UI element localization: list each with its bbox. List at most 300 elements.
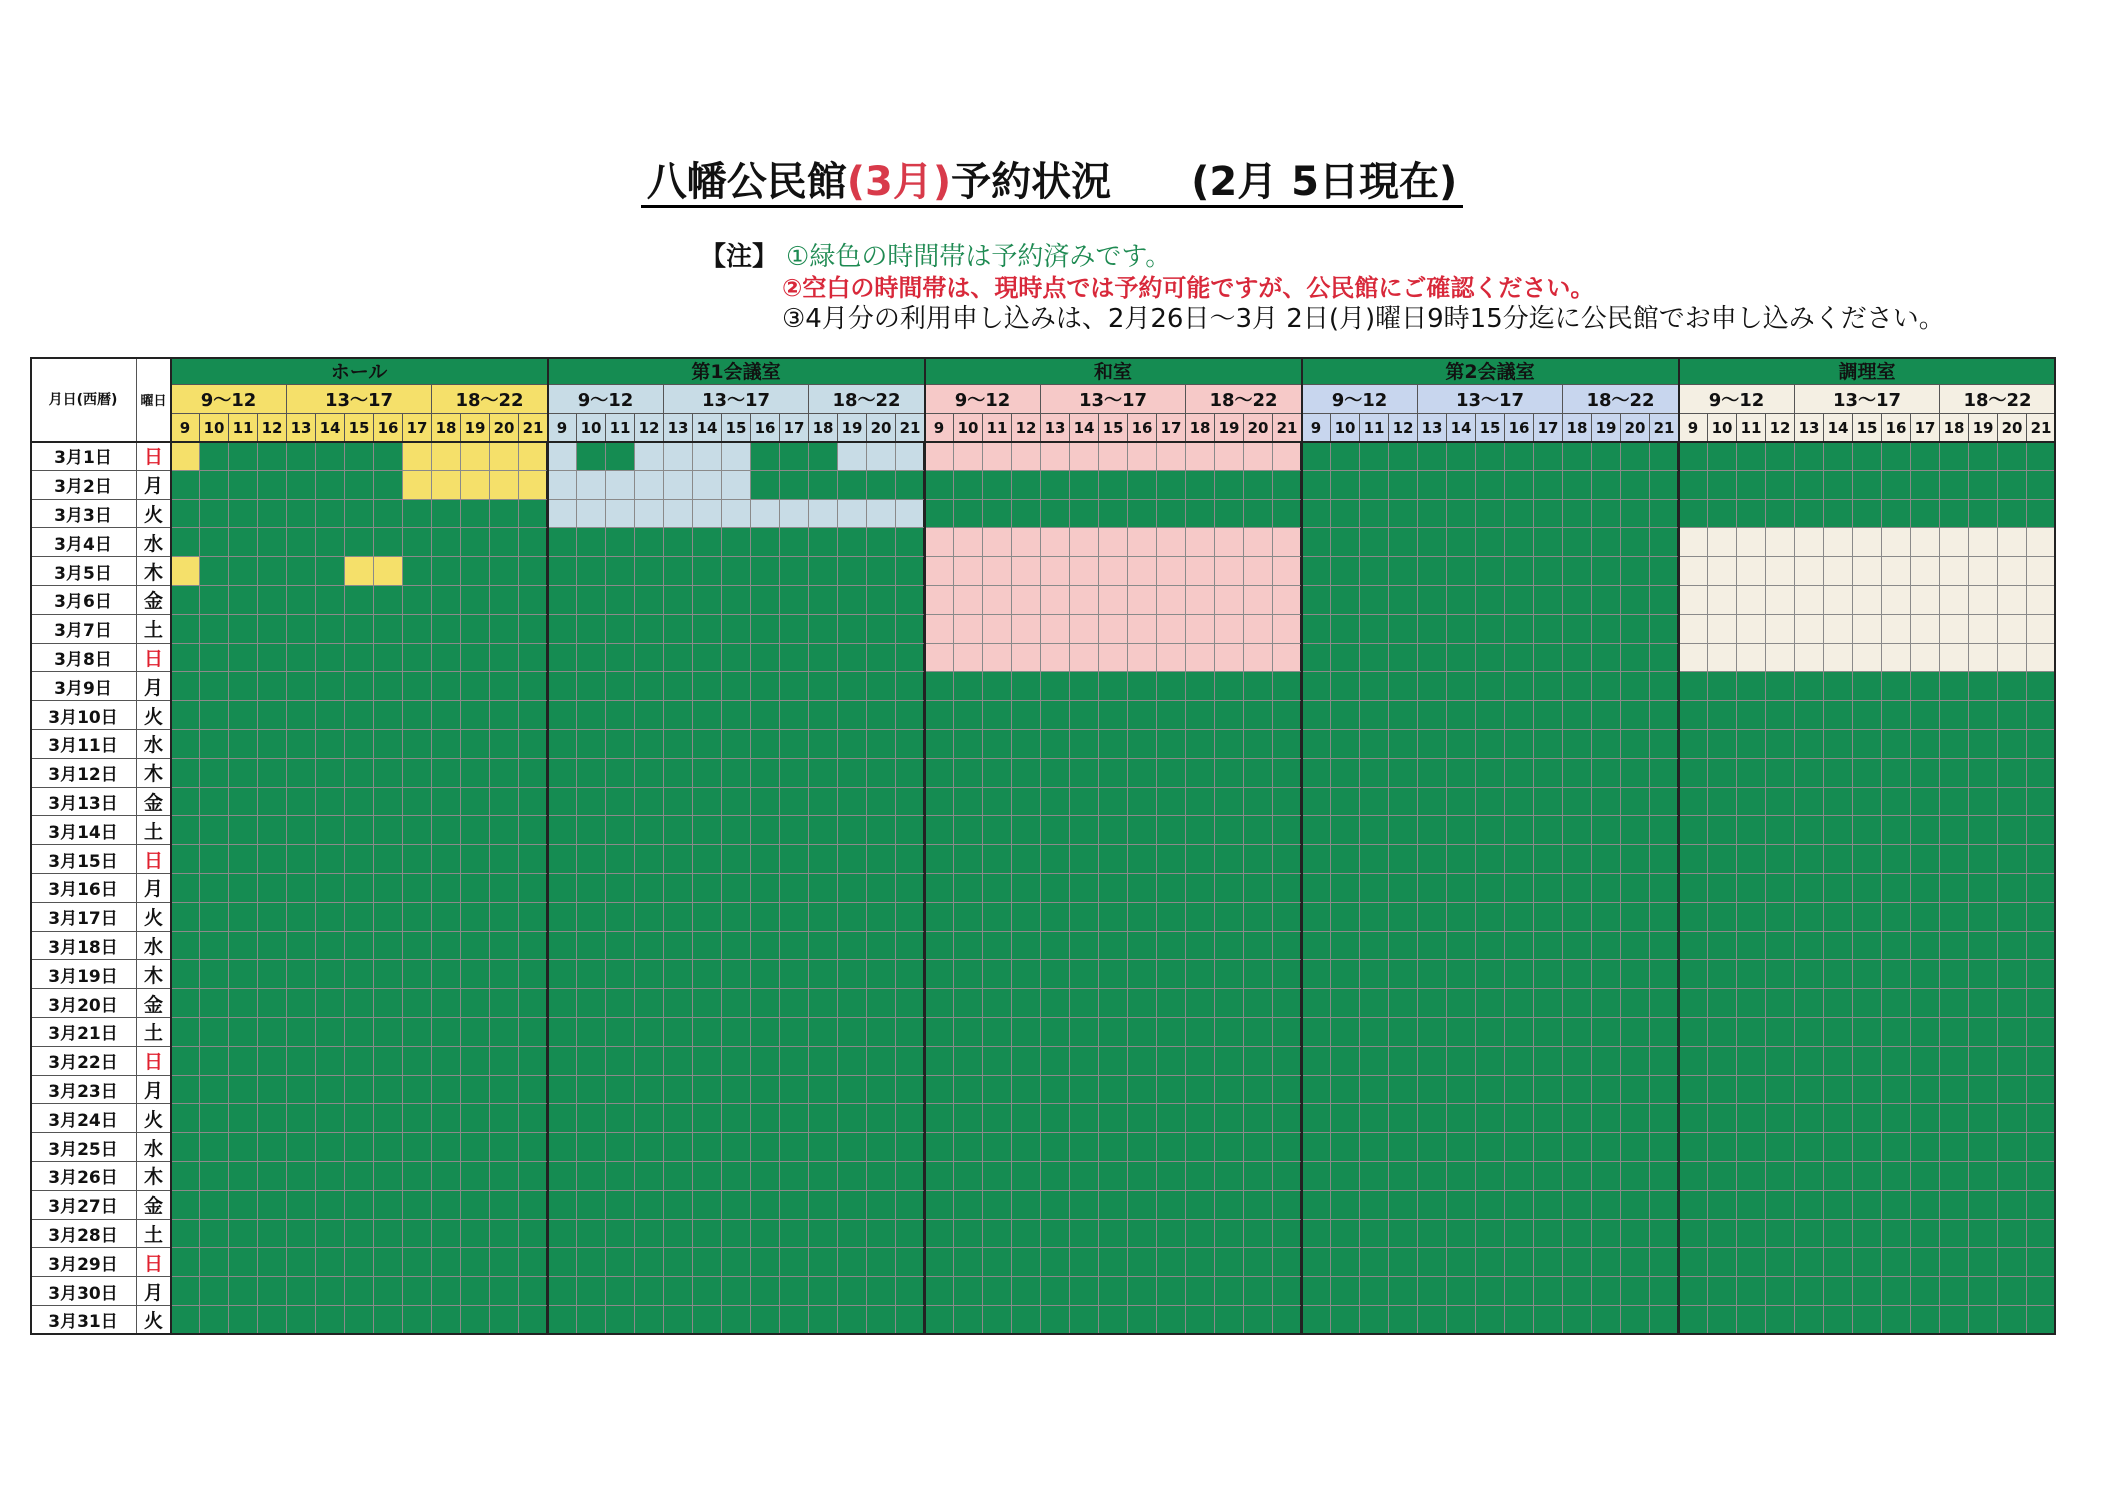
slot-booked <box>1302 1162 1331 1191</box>
slot-booked <box>1012 701 1041 730</box>
slot-booked <box>490 903 519 932</box>
note-label: 【注】 <box>700 242 779 272</box>
slot-booked <box>1766 442 1795 471</box>
slot-available <box>1766 557 1795 586</box>
slot-booked <box>1012 1133 1041 1162</box>
slot-booked <box>2027 1191 2056 1220</box>
slot-booked <box>1070 874 1099 903</box>
slot-booked <box>1563 960 1592 989</box>
slot-booked <box>287 644 316 673</box>
slot-booked <box>1389 586 1418 615</box>
slot-booked <box>635 730 664 759</box>
slot-available <box>1882 528 1911 557</box>
hour-header: 11 <box>1737 414 1766 442</box>
slot-booked <box>780 1306 809 1335</box>
slot-booked <box>751 759 780 788</box>
slot-booked <box>1505 528 1534 557</box>
slot-booked <box>664 759 693 788</box>
slot-booked <box>1215 759 1244 788</box>
slot-available <box>693 442 722 471</box>
slot-booked <box>1070 1162 1099 1191</box>
slot-booked <box>1766 1018 1795 1047</box>
slot-booked <box>1563 1047 1592 1076</box>
slot-booked <box>1592 816 1621 845</box>
slot-booked <box>1824 903 1853 932</box>
slot-booked <box>432 816 461 845</box>
title-main: 八幡公民館 <box>646 159 847 205</box>
slot-booked <box>867 1220 896 1249</box>
slot-available <box>1708 644 1737 673</box>
slot-booked <box>200 1133 229 1162</box>
slot-booked <box>1215 1047 1244 1076</box>
slot-booked <box>809 903 838 932</box>
slot-booked <box>2027 1047 2056 1076</box>
slot-booked <box>780 1162 809 1191</box>
slot-booked <box>200 500 229 529</box>
slot-booked <box>316 586 345 615</box>
period-header: 13～17 <box>1795 385 1940 414</box>
weekday-label: 土 <box>137 615 171 644</box>
slot-booked <box>548 1018 577 1047</box>
slot-booked <box>1534 1104 1563 1133</box>
slot-booked <box>1621 1104 1650 1133</box>
slot-booked <box>519 960 548 989</box>
slot-booked <box>1128 932 1157 961</box>
slot-booked <box>1418 1162 1447 1191</box>
slot-booked <box>1766 672 1795 701</box>
slot-booked <box>577 1248 606 1277</box>
period-header: 9～12 <box>1679 385 1795 414</box>
date-label: 3月15日 <box>30 845 137 874</box>
slot-booked <box>635 1104 664 1133</box>
slot-booked <box>1360 932 1389 961</box>
date-label: 3月23日 <box>30 1076 137 1105</box>
slot-booked <box>403 1220 432 1249</box>
slot-booked <box>1070 1306 1099 1335</box>
slot-booked <box>896 557 925 586</box>
slot-booked <box>461 788 490 817</box>
slot-booked <box>606 672 635 701</box>
slot-booked <box>519 759 548 788</box>
slot-booked <box>1389 644 1418 673</box>
slot-available <box>809 500 838 529</box>
slot-booked <box>1766 1248 1795 1277</box>
slot-booked <box>1505 960 1534 989</box>
period-header: 13～17 <box>287 385 432 414</box>
slot-booked <box>1940 759 1969 788</box>
slot-booked <box>1389 1104 1418 1133</box>
slot-booked <box>1592 1018 1621 1047</box>
slot-booked <box>1824 672 1853 701</box>
slot-booked <box>374 442 403 471</box>
slot-booked <box>577 874 606 903</box>
slot-booked <box>171 701 200 730</box>
slot-booked <box>1186 471 1215 500</box>
slot-booked <box>1708 874 1737 903</box>
slot-booked <box>1302 1047 1331 1076</box>
slot-booked <box>954 1277 983 1306</box>
slot-booked <box>954 701 983 730</box>
slot-booked <box>1563 1306 1592 1335</box>
slot-booked <box>1940 730 1969 759</box>
slot-booked <box>490 500 519 529</box>
slot-available <box>1969 586 1998 615</box>
slot-booked <box>983 500 1012 529</box>
slot-booked <box>1505 816 1534 845</box>
slot-booked <box>1302 960 1331 989</box>
slot-booked <box>1650 1306 1679 1335</box>
slot-available <box>780 500 809 529</box>
slot-booked <box>1215 1104 1244 1133</box>
slot-booked <box>1360 845 1389 874</box>
slot-booked <box>1969 1076 1998 1105</box>
weekday-label: 月 <box>137 874 171 903</box>
slot-booked <box>1795 816 1824 845</box>
slot-booked <box>809 442 838 471</box>
slot-booked <box>1244 1162 1273 1191</box>
slot-booked <box>983 1047 1012 1076</box>
hour-header: 12 <box>1012 414 1041 442</box>
slot-booked <box>896 1306 925 1335</box>
slot-booked <box>1911 1248 1940 1277</box>
slot-booked <box>1969 500 1998 529</box>
slot-booked <box>374 471 403 500</box>
slot-booked <box>1418 1248 1447 1277</box>
slot-booked <box>519 615 548 644</box>
slot-booked <box>1592 759 1621 788</box>
slot-booked <box>577 1133 606 1162</box>
slot-booked <box>519 903 548 932</box>
slot-booked <box>577 557 606 586</box>
slot-booked <box>838 557 867 586</box>
slot-booked <box>519 730 548 759</box>
slot-booked <box>722 788 751 817</box>
slot-booked <box>1070 932 1099 961</box>
slot-booked <box>867 1162 896 1191</box>
slot-booked <box>1621 1018 1650 1047</box>
hour-header: 16 <box>1505 414 1534 442</box>
slot-booked <box>432 989 461 1018</box>
slot-booked <box>722 903 751 932</box>
slot-booked <box>693 1047 722 1076</box>
slot-booked <box>1418 1306 1447 1335</box>
slot-booked <box>258 672 287 701</box>
slot-booked <box>1563 1277 1592 1306</box>
slot-booked <box>1853 788 1882 817</box>
hour-header: 18 <box>1563 414 1592 442</box>
slot-booked <box>751 1133 780 1162</box>
slot-booked <box>1795 1306 1824 1335</box>
slot-booked <box>1418 903 1447 932</box>
slot-booked <box>490 644 519 673</box>
slot-booked <box>664 960 693 989</box>
slot-available <box>1737 557 1766 586</box>
title-month: (3月) <box>846 159 952 205</box>
slot-booked <box>200 759 229 788</box>
slot-booked <box>1969 788 1998 817</box>
date-label: 3月19日 <box>30 960 137 989</box>
slot-booked <box>229 845 258 874</box>
slot-booked <box>1766 500 1795 529</box>
slot-booked <box>1273 759 1302 788</box>
slot-booked <box>287 730 316 759</box>
slot-booked <box>1418 442 1447 471</box>
slot-booked <box>200 1018 229 1047</box>
slot-booked <box>1070 1104 1099 1133</box>
slot-booked <box>490 586 519 615</box>
weekday-label: 月 <box>137 1277 171 1306</box>
slot-booked <box>1708 730 1737 759</box>
slot-booked <box>838 528 867 557</box>
title-date: (2月 5日現在) <box>1191 159 1458 205</box>
slot-booked <box>316 759 345 788</box>
slot-booked <box>1389 788 1418 817</box>
slot-booked <box>1679 845 1708 874</box>
slot-available <box>1273 586 1302 615</box>
slot-booked <box>345 989 374 1018</box>
slot-booked <box>1534 960 1563 989</box>
slot-booked <box>635 759 664 788</box>
slot-booked <box>200 932 229 961</box>
slot-booked <box>693 1191 722 1220</box>
slot-booked <box>635 816 664 845</box>
slot-booked <box>896 672 925 701</box>
slot-booked <box>780 1047 809 1076</box>
weekday-label: 金 <box>137 788 171 817</box>
slot-booked <box>490 557 519 586</box>
slot-available <box>490 471 519 500</box>
slot-booked <box>1070 500 1099 529</box>
date-label: 3月4日 <box>30 528 137 557</box>
slot-booked <box>1563 701 1592 730</box>
slot-booked <box>1476 845 1505 874</box>
slot-booked <box>171 1191 200 1220</box>
slot-booked <box>1853 1104 1882 1133</box>
slot-booked <box>171 1047 200 1076</box>
slot-booked <box>1505 730 1534 759</box>
hour-header: 9 <box>925 414 954 442</box>
slot-booked <box>1795 903 1824 932</box>
slot-booked <box>171 528 200 557</box>
slot-available <box>1099 644 1128 673</box>
slot-booked <box>838 845 867 874</box>
slot-booked <box>1679 1220 1708 1249</box>
slot-available <box>1128 586 1157 615</box>
slot-booked <box>374 1191 403 1220</box>
slot-available <box>983 644 1012 673</box>
slot-booked <box>1273 1306 1302 1335</box>
slot-available <box>1273 615 1302 644</box>
slot-booked <box>1099 1220 1128 1249</box>
hour-header: 10 <box>200 414 229 442</box>
hour-header: 19 <box>1969 414 1998 442</box>
slot-booked <box>403 932 432 961</box>
slot-booked <box>1534 701 1563 730</box>
slot-booked <box>548 989 577 1018</box>
slot-booked <box>1737 1162 1766 1191</box>
slot-available <box>1911 557 1940 586</box>
slot-booked <box>751 1220 780 1249</box>
slot-booked <box>1157 672 1186 701</box>
slot-booked <box>577 816 606 845</box>
slot-booked <box>983 1133 1012 1162</box>
slot-booked <box>722 644 751 673</box>
slot-booked <box>1882 1306 1911 1335</box>
slot-booked <box>1186 1248 1215 1277</box>
slot-booked <box>1389 672 1418 701</box>
slot-available <box>1186 442 1215 471</box>
slot-booked <box>577 730 606 759</box>
slot-booked <box>1186 730 1215 759</box>
slot-booked <box>316 989 345 1018</box>
slot-booked <box>1737 845 1766 874</box>
slot-booked <box>1505 759 1534 788</box>
weekday-label: 金 <box>137 989 171 1018</box>
slot-booked <box>287 1133 316 1162</box>
slot-booked <box>664 730 693 759</box>
slot-booked <box>606 788 635 817</box>
slot-booked <box>925 932 954 961</box>
slot-booked <box>1360 1133 1389 1162</box>
slot-booked <box>606 874 635 903</box>
slot-booked <box>1186 1162 1215 1191</box>
slot-booked <box>1360 557 1389 586</box>
slot-booked <box>1302 442 1331 471</box>
slot-booked <box>1679 989 1708 1018</box>
slot-booked <box>1824 1133 1853 1162</box>
slot-booked <box>432 1277 461 1306</box>
slot-booked <box>606 1191 635 1220</box>
slot-booked <box>548 1277 577 1306</box>
slot-booked <box>1215 845 1244 874</box>
slot-booked <box>1824 1047 1853 1076</box>
slot-booked <box>1360 1104 1389 1133</box>
slot-booked <box>1737 816 1766 845</box>
slot-booked <box>722 557 751 586</box>
slot-booked <box>1476 500 1505 529</box>
slot-booked <box>287 874 316 903</box>
slot-booked <box>519 528 548 557</box>
slot-booked <box>1273 960 1302 989</box>
slot-booked <box>1128 759 1157 788</box>
slot-booked <box>519 1076 548 1105</box>
slot-available <box>1998 615 2027 644</box>
date-label: 3月12日 <box>30 759 137 788</box>
slot-booked <box>1534 1277 1563 1306</box>
slot-booked <box>1418 989 1447 1018</box>
slot-booked <box>229 816 258 845</box>
period-header: 18～22 <box>809 385 925 414</box>
slot-available <box>1215 557 1244 586</box>
slot-booked <box>1186 701 1215 730</box>
slot-booked <box>1679 730 1708 759</box>
slot-booked <box>809 1018 838 1047</box>
slot-booked <box>954 960 983 989</box>
slot-booked <box>1273 1104 1302 1133</box>
slot-booked <box>838 874 867 903</box>
slot-booked <box>1650 960 1679 989</box>
hour-header: 16 <box>1882 414 1911 442</box>
slot-booked <box>1476 1076 1505 1105</box>
slot-available <box>1940 586 1969 615</box>
slot-available <box>954 528 983 557</box>
slot-booked <box>983 1191 1012 1220</box>
slot-booked <box>664 788 693 817</box>
slot-booked <box>925 1018 954 1047</box>
slot-booked <box>1273 500 1302 529</box>
slot-booked <box>519 1104 548 1133</box>
slot-booked <box>1998 788 2027 817</box>
slot-available <box>867 442 896 471</box>
slot-booked <box>345 471 374 500</box>
slot-booked <box>838 730 867 759</box>
slot-booked <box>809 1220 838 1249</box>
slot-booked <box>635 528 664 557</box>
slot-booked <box>751 1191 780 1220</box>
slot-booked <box>983 989 1012 1018</box>
slot-booked <box>1940 1248 1969 1277</box>
slot-booked <box>1592 932 1621 961</box>
room-divider <box>170 357 172 1335</box>
hour-header: 10 <box>1708 414 1737 442</box>
slot-booked <box>1360 500 1389 529</box>
slot-booked <box>1012 471 1041 500</box>
slot-booked <box>751 1047 780 1076</box>
slot-booked <box>1969 759 1998 788</box>
slot-booked <box>1708 1104 1737 1133</box>
slot-booked <box>693 1306 722 1335</box>
slot-booked <box>1621 1248 1650 1277</box>
slot-booked <box>490 1306 519 1335</box>
slot-booked <box>1505 1047 1534 1076</box>
slot-booked <box>2027 1018 2056 1047</box>
slot-available <box>925 586 954 615</box>
slot-booked <box>1621 672 1650 701</box>
slot-booked <box>1505 586 1534 615</box>
slot-booked <box>1389 471 1418 500</box>
slot-booked <box>1737 874 1766 903</box>
slot-booked <box>1737 442 1766 471</box>
slot-booked <box>1215 1133 1244 1162</box>
slot-available <box>1911 528 1940 557</box>
slot-booked <box>722 1306 751 1335</box>
slot-available <box>432 471 461 500</box>
slot-available <box>1911 615 1940 644</box>
slot-available <box>1012 615 1041 644</box>
slot-booked <box>1853 1306 1882 1335</box>
slot-booked <box>490 1018 519 1047</box>
slot-booked <box>1099 701 1128 730</box>
slot-booked <box>983 672 1012 701</box>
slot-booked <box>1534 1248 1563 1277</box>
slot-booked <box>548 1076 577 1105</box>
slot-booked <box>1331 1191 1360 1220</box>
slot-booked <box>374 932 403 961</box>
slot-booked <box>1853 989 1882 1018</box>
slot-booked <box>1650 557 1679 586</box>
slot-booked <box>1331 615 1360 644</box>
slot-booked <box>1505 644 1534 673</box>
slot-booked <box>1911 1277 1940 1306</box>
slot-booked <box>1302 845 1331 874</box>
note-available: ②空白の時間帯は、現時点では予約可能ですが、公民館にご確認ください。 <box>782 274 1595 302</box>
date-label: 3月30日 <box>30 1277 137 1306</box>
slot-booked <box>838 1191 867 1220</box>
slot-booked <box>403 1162 432 1191</box>
slot-booked <box>1737 989 1766 1018</box>
slot-booked <box>1940 816 1969 845</box>
slot-booked <box>1157 816 1186 845</box>
